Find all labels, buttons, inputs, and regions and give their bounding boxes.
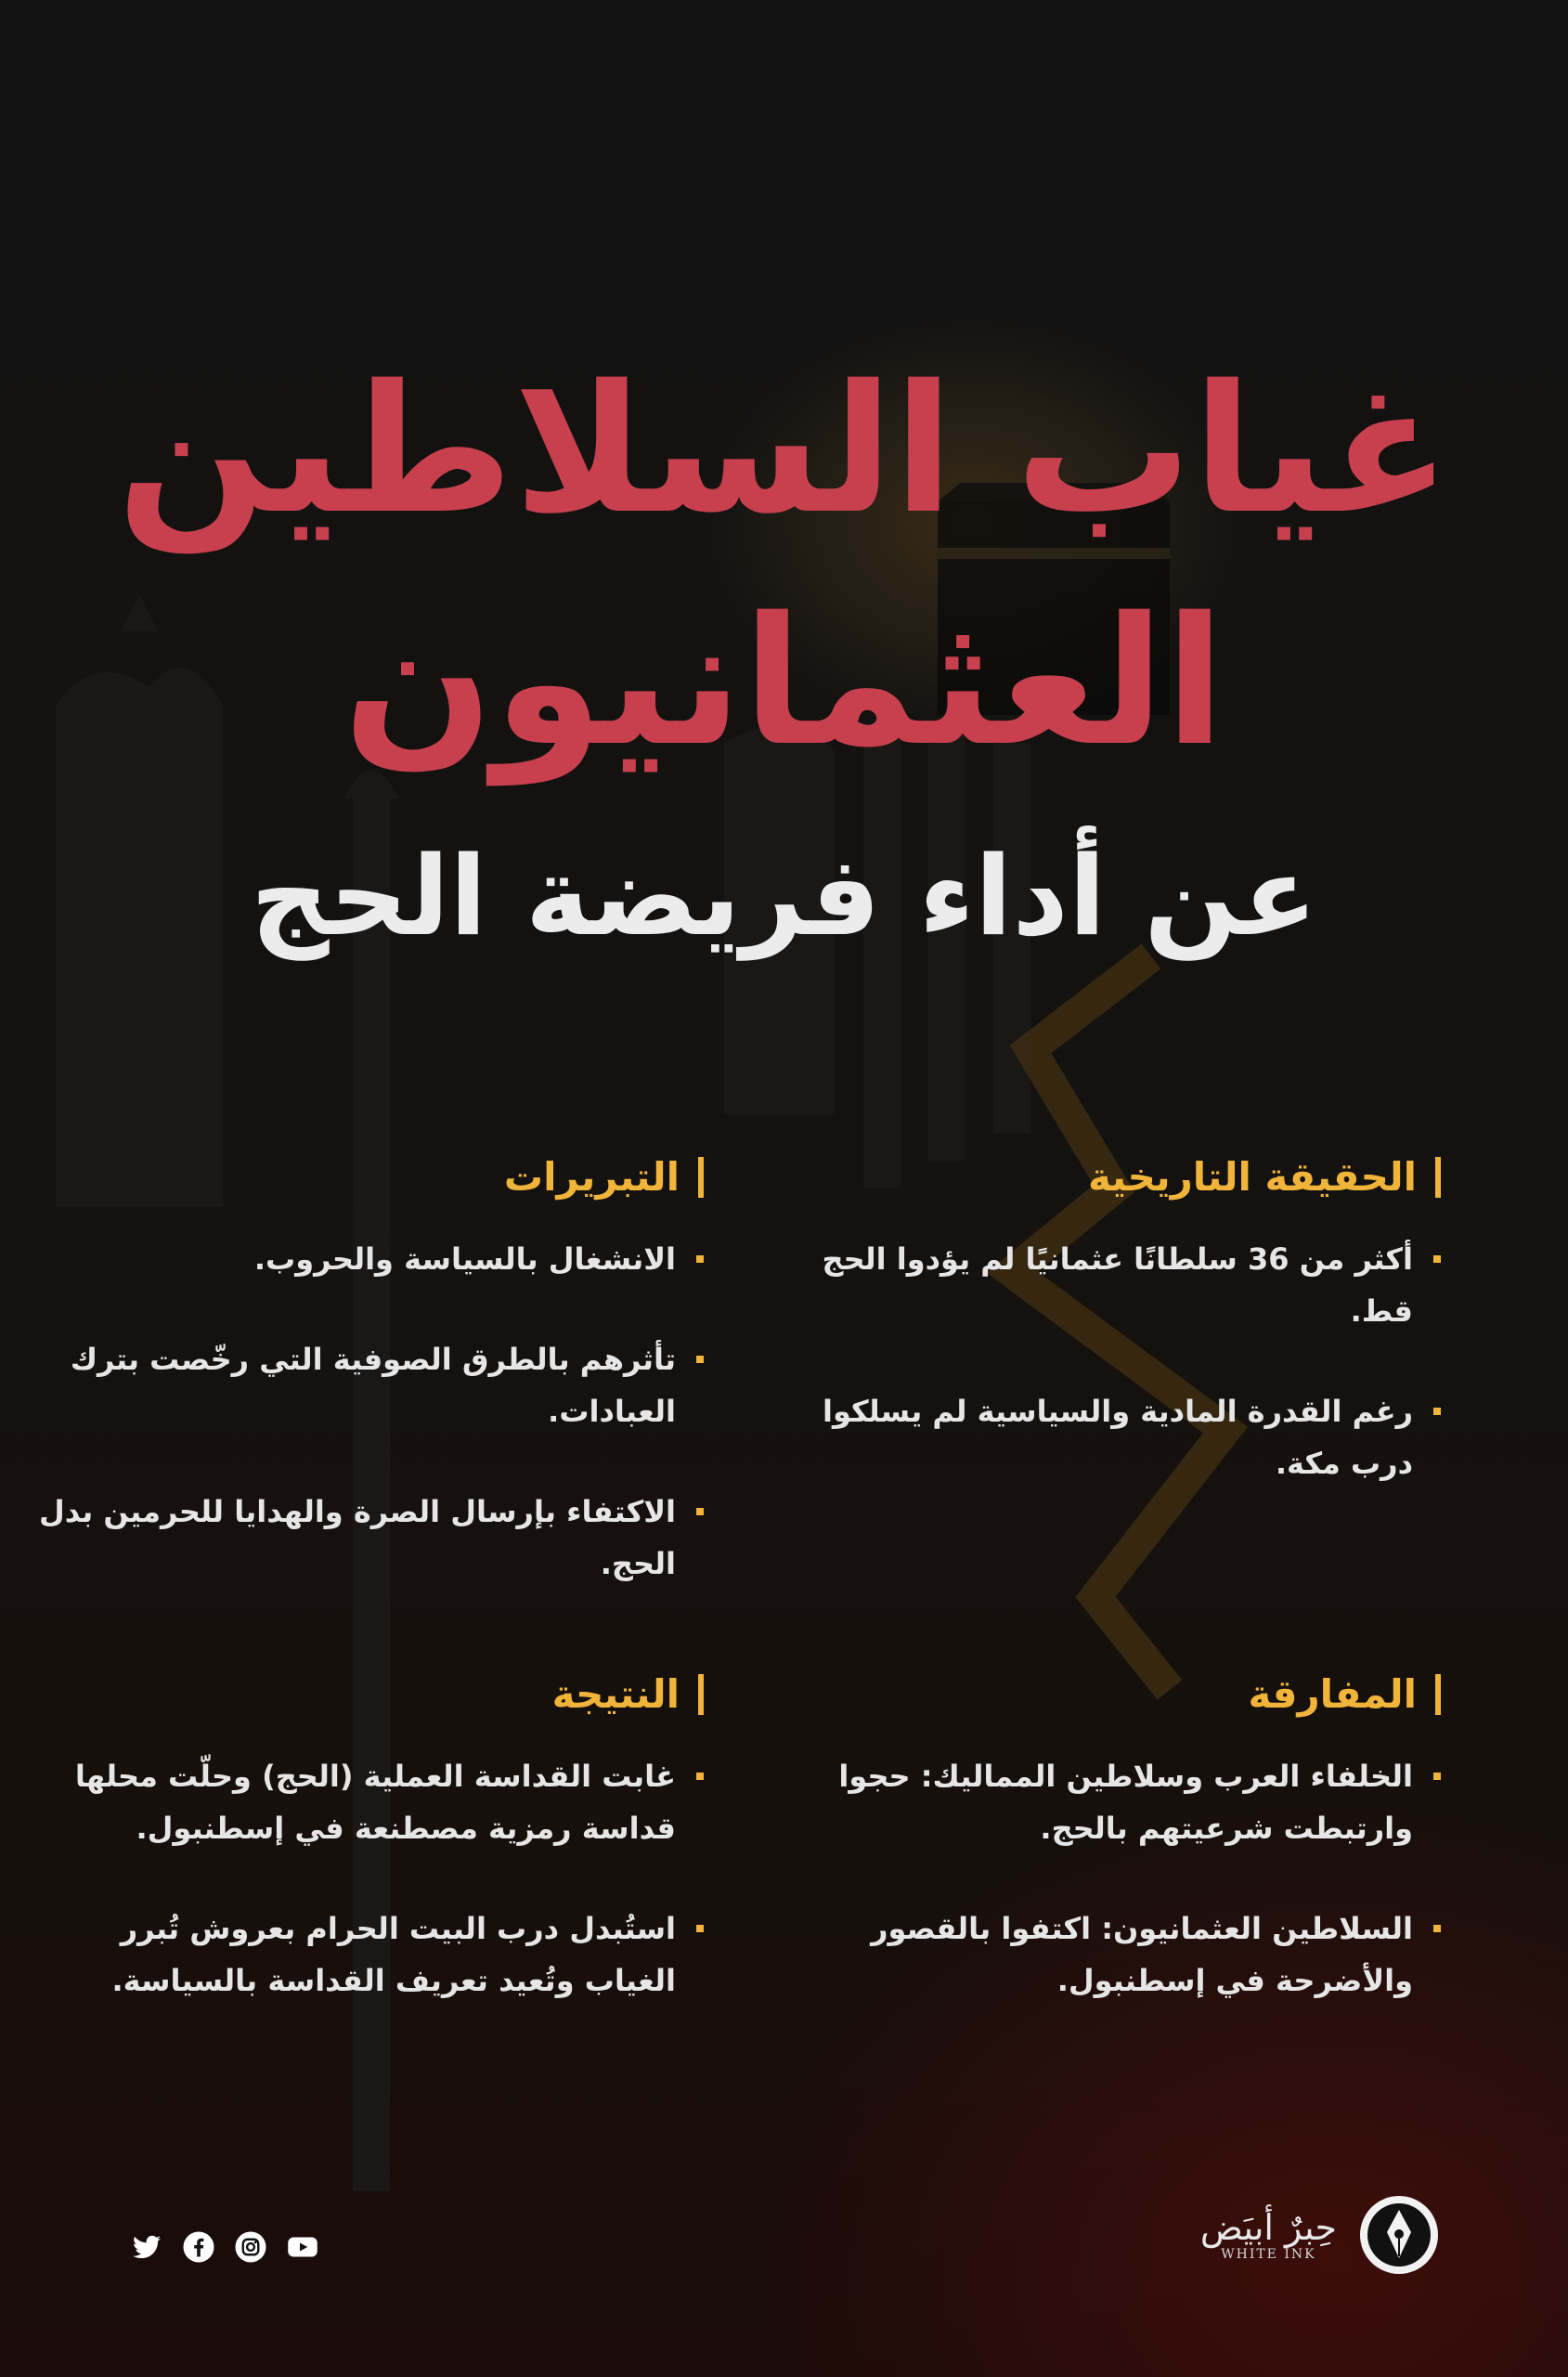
logo-english: WHITE INK [1221, 2247, 1316, 2262]
bullet-list [772, 1233, 1441, 1489]
bullet-item: تأثرهم بالطرق الصوفية التي رخّصت بترك العبادات. [35, 1333, 704, 1437]
heading-bar [1435, 1157, 1441, 1198]
bullet-item: رغم القدرة المادية والسياسية لم يسلكوا درب مكة. [772, 1385, 1441, 1489]
pen-nib-icon [1357, 2193, 1441, 2277]
title-line-2: العثمانيون [343, 579, 1225, 785]
bullet-item: الاكتفاء بإرسال الصرة والهدايا للحرمين بدل الحج. [35, 1486, 704, 1590]
title-line-1: غياب السلاطين [116, 347, 1452, 552]
facebook-icon[interactable] [182, 2230, 215, 2264]
logo-wordmark [1200, 2208, 1337, 2262]
twitter-icon[interactable] [130, 2230, 163, 2264]
section-heading [35, 1151, 704, 1203]
youtube-icon[interactable] [286, 2230, 319, 2264]
subtitle: عن أداء فريضة الحج [250, 832, 1318, 960]
bullet-list [35, 1233, 704, 1590]
bullet-item: الخلفاء العرب وسلاطين المماليك: حجوا وارتبطت شرعيتهم بالحج. [772, 1750, 1441, 1854]
heading-text: المفارقة [1248, 1671, 1417, 1717]
bullet-list [35, 1750, 704, 2007]
brand-logo[interactable] [1200, 2193, 1441, 2277]
heading-bar [698, 1674, 704, 1715]
section-heading [35, 1669, 704, 1721]
section-historical-fact [772, 1151, 1441, 1538]
bullet-list [772, 1750, 1441, 2007]
section-result [35, 1669, 704, 2055]
bullet-item: استُبدل درب البيت الحرام بعروش تُبرر الغياب وتُعيد تعريف القداسة بالسياسة. [35, 1903, 704, 2007]
main-title [0, 334, 1568, 799]
section-heading [772, 1669, 1441, 1721]
instagram-icon[interactable] [234, 2230, 267, 2264]
bullet-item: الانشغال بالسياسة والحروب. [35, 1233, 704, 1285]
heading-bar [1435, 1674, 1441, 1715]
bullet-item: السلاطين العثمانيون: اكتفوا بالقصور والأضرحة في إسطنبول. [772, 1903, 1441, 2007]
section-paradox [772, 1669, 1441, 2055]
logo-arabic: حِبرٌ أبيَض [1199, 2207, 1337, 2248]
heading-bar [698, 1157, 704, 1198]
section-heading [772, 1151, 1441, 1203]
bullet-item: غابت القداسة العملية (الحج) وحلّت محلها قداسة رمزية مصطنعة في إسطنبول. [35, 1750, 704, 1854]
social-links [130, 2230, 319, 2264]
heading-text: النتيجة [551, 1671, 680, 1717]
heading-text: الحقيقة التاريخية [1087, 1154, 1417, 1200]
section-justifications [35, 1151, 704, 1638]
heading-text: التبريرات [503, 1154, 680, 1200]
bullet-item: أكثر من 36 سلطانًا عثمانيًا لم يؤدوا الحج قط. [772, 1233, 1441, 1337]
